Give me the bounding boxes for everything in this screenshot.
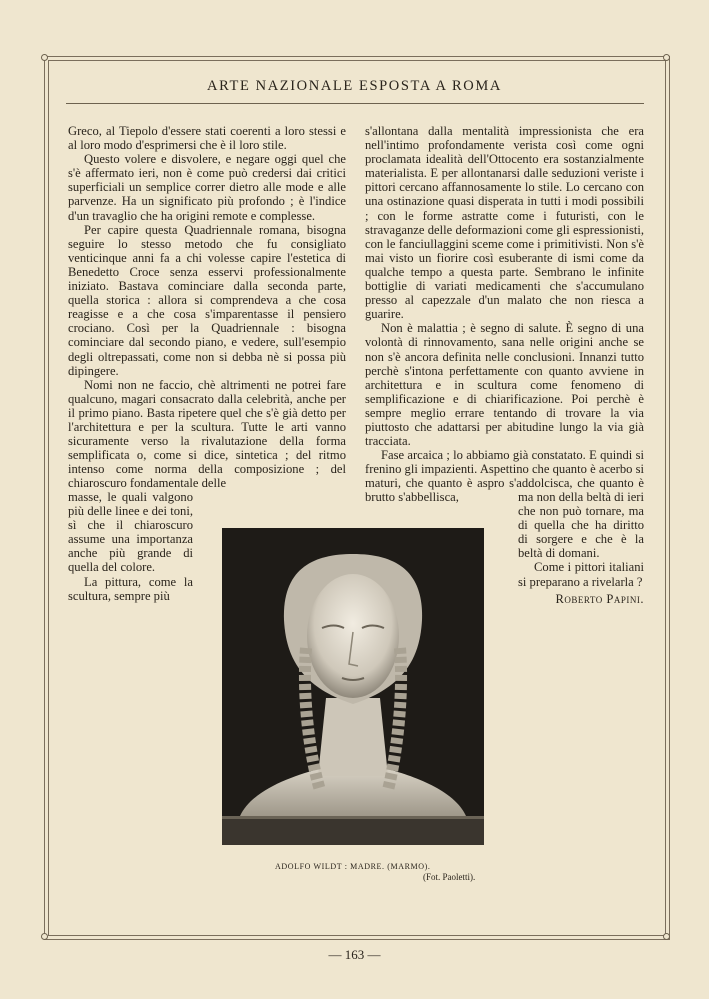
paragraph: Non è malattia ; è segno di salute. È segno di una volontà di rinnovamento, sana nelle origini anche se non s'è ancora definita nelle conclusioni. Innanzi tutto perchè s'intona perfettamente con quanto avviene in architettura e in scultura come fenomeno di semplificazione e di chiarificazione. Poi perchè è sempre meglio errare tentando di trovare la via piuttosto che adattarsi per abitudine lungo la via già tracciata. — [365, 321, 644, 449]
paragraph: Questo volere e disvolere, e negare oggi quel che s'è affermato ieri, non è come può credersi dai critici superficiali un semplice correr dietro alle mode e alle parvenze. Ha un significato più profondo ; è l'indice d'un travaglio che ha origini remote e complesse. — [68, 152, 346, 223]
column-left — [68, 124, 346, 490]
sculpture-photograph — [222, 528, 484, 845]
paragraph: ma non della beltà di ieri che non può tornare, ma di quella che ha diritto di sorgere e che è la beltà di domani. — [518, 490, 644, 561]
corner-ornament — [663, 933, 670, 940]
column-right — [365, 124, 644, 505]
paragraph: s'allontana dalla mentalità impressionista che era nell'intimo profondamente verista così come ogni proclamata idealità dell'Ottocento era sostanzialmente materialista. E per allontanarsi dalle seduzioni veriste i pittori cercano affannosamente lo stile. Lo cercano con una ostinazione quasi disperata in tutti i modi possibili ; con le forme astratte come i futuristi, con le stravaganze delle deformazioni come gli espressionisti, con le fanciullaggini sceme come i primitivisti. Non s'è mai visto un fiorire così esuberante di ismi come da qualche tempo a questa parte. Sembrano le infinite bottiglie di variati medicamenti che s'accumulano presso al capezzale d'un malato che non riesca a guarire. — [365, 124, 644, 322]
paragraph: Nomi non ne faccio, chè altrimenti ne potrei fare qualcuno, magari consacrato dalla celebrità, anche per il primo piano. Basta ripetere quel che s'è già detto per l'architettura e per la scultura. Tutte le arti vanno sicuramente verso la rivalutazione della forma semplificata o, come si dice, sintetica ; del ritmo intenso come norma della composizione ; del chiaroscuro fondamentale delle — [68, 377, 346, 491]
paragraph: masse, le quali valgono più delle linee e dei toni, sì che il chiaroscuro assume una importanza anche più grande di quella del colore. — [68, 490, 193, 575]
corner-ornament — [41, 933, 48, 940]
corner-ornament — [41, 54, 48, 61]
page-number: — 163 — — [328, 947, 381, 962]
header-rule — [66, 103, 644, 104]
running-header: ARTE NAZIONALE ESPOSTA A ROMA — [207, 78, 502, 94]
paragraph: Come i pittori italiani si preparano a rivelarla ? — [518, 560, 644, 589]
column-right-narrow — [518, 490, 644, 606]
photo-credit: (Fot. Paoletti). — [423, 872, 476, 882]
author-signature: Roberto Papini. — [555, 591, 644, 606]
figure-caption: ADOLFO WILDT : MADRE. (MARMO). — [275, 862, 431, 871]
paragraph: Fase arcaica ; lo abbiamo già constatato. E quindi si frenino gli impazienti. Aspettino che quanto è acerbo si maturi, che quanto è aspro s'addolcisca, che quanto è brutto s'abbellisca, — [365, 448, 644, 505]
paragraph: Greco, al Tiepolo d'essere stati coerenti a loro stessi e al loro modo d'esprimersi che è il loro stile. — [68, 124, 346, 153]
corner-ornament — [663, 54, 670, 61]
paragraph: La pittura, come la scultura, sempre più — [68, 574, 193, 603]
paragraph: Per capire questa Quadriennale romana, bisogna seguire lo stesso metodo che fu consigliato venticinque anni fa a chi volesse capire l'estetica di Benedetto Croce senza esservi professionalmente iniziato. Bastava cominciare dalla seconda parte, quella storica : allora si comprendeva a che cosa reagisse e a che cosa s'imparentasse il pensiero crociano. Così per la Quadriennale : bisogna cominciare dal secondo piano, e vedere, sull'esempio degli oltrepassati, come non si debba nè si possa più dipingere. — [68, 222, 346, 378]
bust-illustration — [222, 528, 484, 845]
column-left-narrow — [68, 490, 193, 603]
